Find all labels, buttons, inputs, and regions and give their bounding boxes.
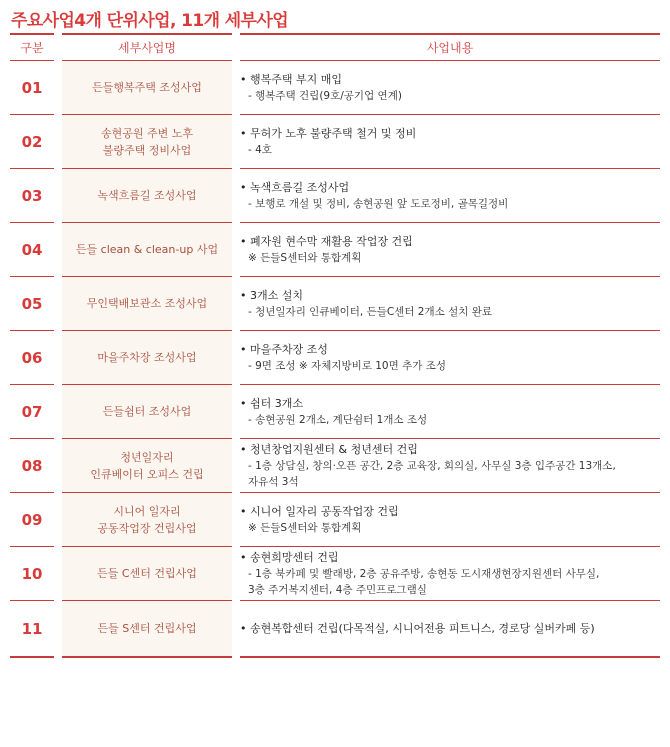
project-name: 녹색흐름길 조성사업 (97, 189, 197, 202)
content-sub-line: 자유석 3석 (248, 475, 299, 488)
row-number: 07 (10, 385, 58, 439)
row-number: 06 (10, 331, 58, 385)
project-name: 시니어 일자리 공동작업장 건립사업 (97, 504, 197, 535)
project-name-cell (58, 331, 236, 385)
content-main-line: • 청년창업지원센터 & 청년센터 건립 (240, 442, 418, 456)
table-row (10, 547, 660, 601)
project-content-cell (236, 439, 660, 493)
table-row (10, 331, 660, 385)
row-number: 01 (10, 61, 58, 115)
project-name-cell (58, 547, 236, 601)
project-table (10, 33, 660, 658)
project-content-cell (236, 601, 660, 658)
project-name-cell (58, 169, 236, 223)
content-main-line: • 송현희망센터 건립 (240, 550, 339, 564)
content-sub-line: - 청년일자리 인큐베이터, 든들C센터 2개소 설치 완료 (248, 305, 493, 318)
project-name: 무인택배보관소 조성사업 (86, 297, 208, 310)
project-name-cell (58, 493, 236, 547)
project-name: 마을주차장 조성사업 (97, 351, 197, 364)
content-main-line: • 녹색흐름길 조성사업 (240, 180, 350, 194)
project-name-cell (58, 223, 236, 277)
content-main-line: • 마을주차장 조성 (240, 342, 328, 356)
table-row (10, 169, 660, 223)
header-category: 구분 (10, 34, 58, 61)
row-number: 02 (10, 115, 58, 169)
row-number: 09 (10, 493, 58, 547)
project-name-cell (58, 439, 236, 493)
table-row (10, 439, 660, 493)
project-content-cell (236, 277, 660, 331)
content-sub-line: ※ 든들S센터와 통합계획 (248, 521, 362, 534)
project-name: 송현공원 주변 노후 불량주택 정비사업 (100, 126, 193, 157)
row-number: 11 (10, 601, 58, 658)
content-sub-line: - 9면 조성 ※ 자체지방비로 10면 추가 조성 (248, 359, 446, 372)
content-main-line: • 쉼터 3개소 (240, 396, 303, 410)
header-project-name: 세부사업명 (58, 34, 236, 61)
content-main-line: • 폐자원 현수막 재활용 작업장 건립 (240, 234, 413, 248)
project-content-cell (236, 61, 660, 115)
project-content-cell (236, 115, 660, 169)
table-header-row (10, 34, 660, 61)
table-row (10, 223, 660, 277)
table-row (10, 61, 660, 115)
content-sub-line: - 1층 북카페 및 빨래방, 2층 공유주방, 송현동 도시재생현장지원센터 사무실, (248, 567, 600, 580)
project-content-cell (236, 385, 660, 439)
project-name-cell (58, 115, 236, 169)
table-row (10, 601, 660, 658)
content-sub-line: 3층 주거복지센터, 4층 주민프로그램실 (248, 583, 427, 596)
content-sub-line: - 보행로 개설 및 정비, 송현공원 앞 도로정비, 골목길정비 (248, 197, 509, 210)
title-rest: 4개 단위사업, 11개 세부사업 (74, 11, 289, 31)
project-name-cell (58, 61, 236, 115)
table-row (10, 493, 660, 547)
project-name-cell (58, 601, 236, 658)
header-project-content: 사업내용 (236, 34, 660, 61)
project-content-cell (236, 331, 660, 385)
row-number: 08 (10, 439, 58, 493)
project-name: 청년일자리 인큐베이터 오피스 건립 (90, 450, 204, 481)
title-main: 주요사업 (11, 11, 75, 31)
table-body (10, 61, 660, 658)
project-content-cell (236, 493, 660, 547)
row-number: 05 (10, 277, 58, 331)
table-row (10, 385, 660, 439)
project-content-cell (236, 547, 660, 601)
content-main-line: • 행복주택 부지 매입 (240, 72, 342, 86)
project-name: 든들 S센터 건립사업 (97, 622, 197, 635)
page-title (11, 6, 288, 31)
table-row (10, 115, 660, 169)
content-sub-line: - 1층 상담실, 창의·오픈 공간, 2층 교육장, 회의실, 사무실 3층 입주공간 13개소, (248, 459, 616, 472)
project-name-cell (58, 385, 236, 439)
project-name: 든들 C센터 건립사업 (97, 567, 197, 580)
project-content-cell (236, 169, 660, 223)
row-number: 03 (10, 169, 58, 223)
content-main-line: • 송현복합센터 건립(다목적실, 시니어전용 피트니스, 경로당 실버카페 등) (240, 621, 595, 635)
project-content-cell (236, 223, 660, 277)
content-main-line: • 시니어 일자리 공동작업장 건립 (240, 504, 399, 518)
content-main-line: • 3개소 설치 (240, 288, 303, 302)
content-sub-line: - 행복주택 건립(9호/공기업 연계) (248, 89, 402, 102)
project-name: 든들 clean & clean-up 사업 (75, 243, 219, 256)
project-name: 든들쉼터 조성사업 (102, 405, 192, 418)
content-sub-line: - 4호 (248, 143, 272, 156)
row-number: 04 (10, 223, 58, 277)
row-number: 10 (10, 547, 58, 601)
content-sub-line: ※ 든들S센터와 통합계획 (248, 251, 362, 264)
project-name-cell (58, 277, 236, 331)
project-name: 든들행복주택 조성사업 (92, 81, 202, 94)
content-main-line: • 무허가 노후 불량주택 철거 및 정비 (240, 126, 417, 140)
content-sub-line: - 송현공원 2개소, 계단쉼터 1개소 조성 (248, 413, 428, 426)
table-row (10, 277, 660, 331)
